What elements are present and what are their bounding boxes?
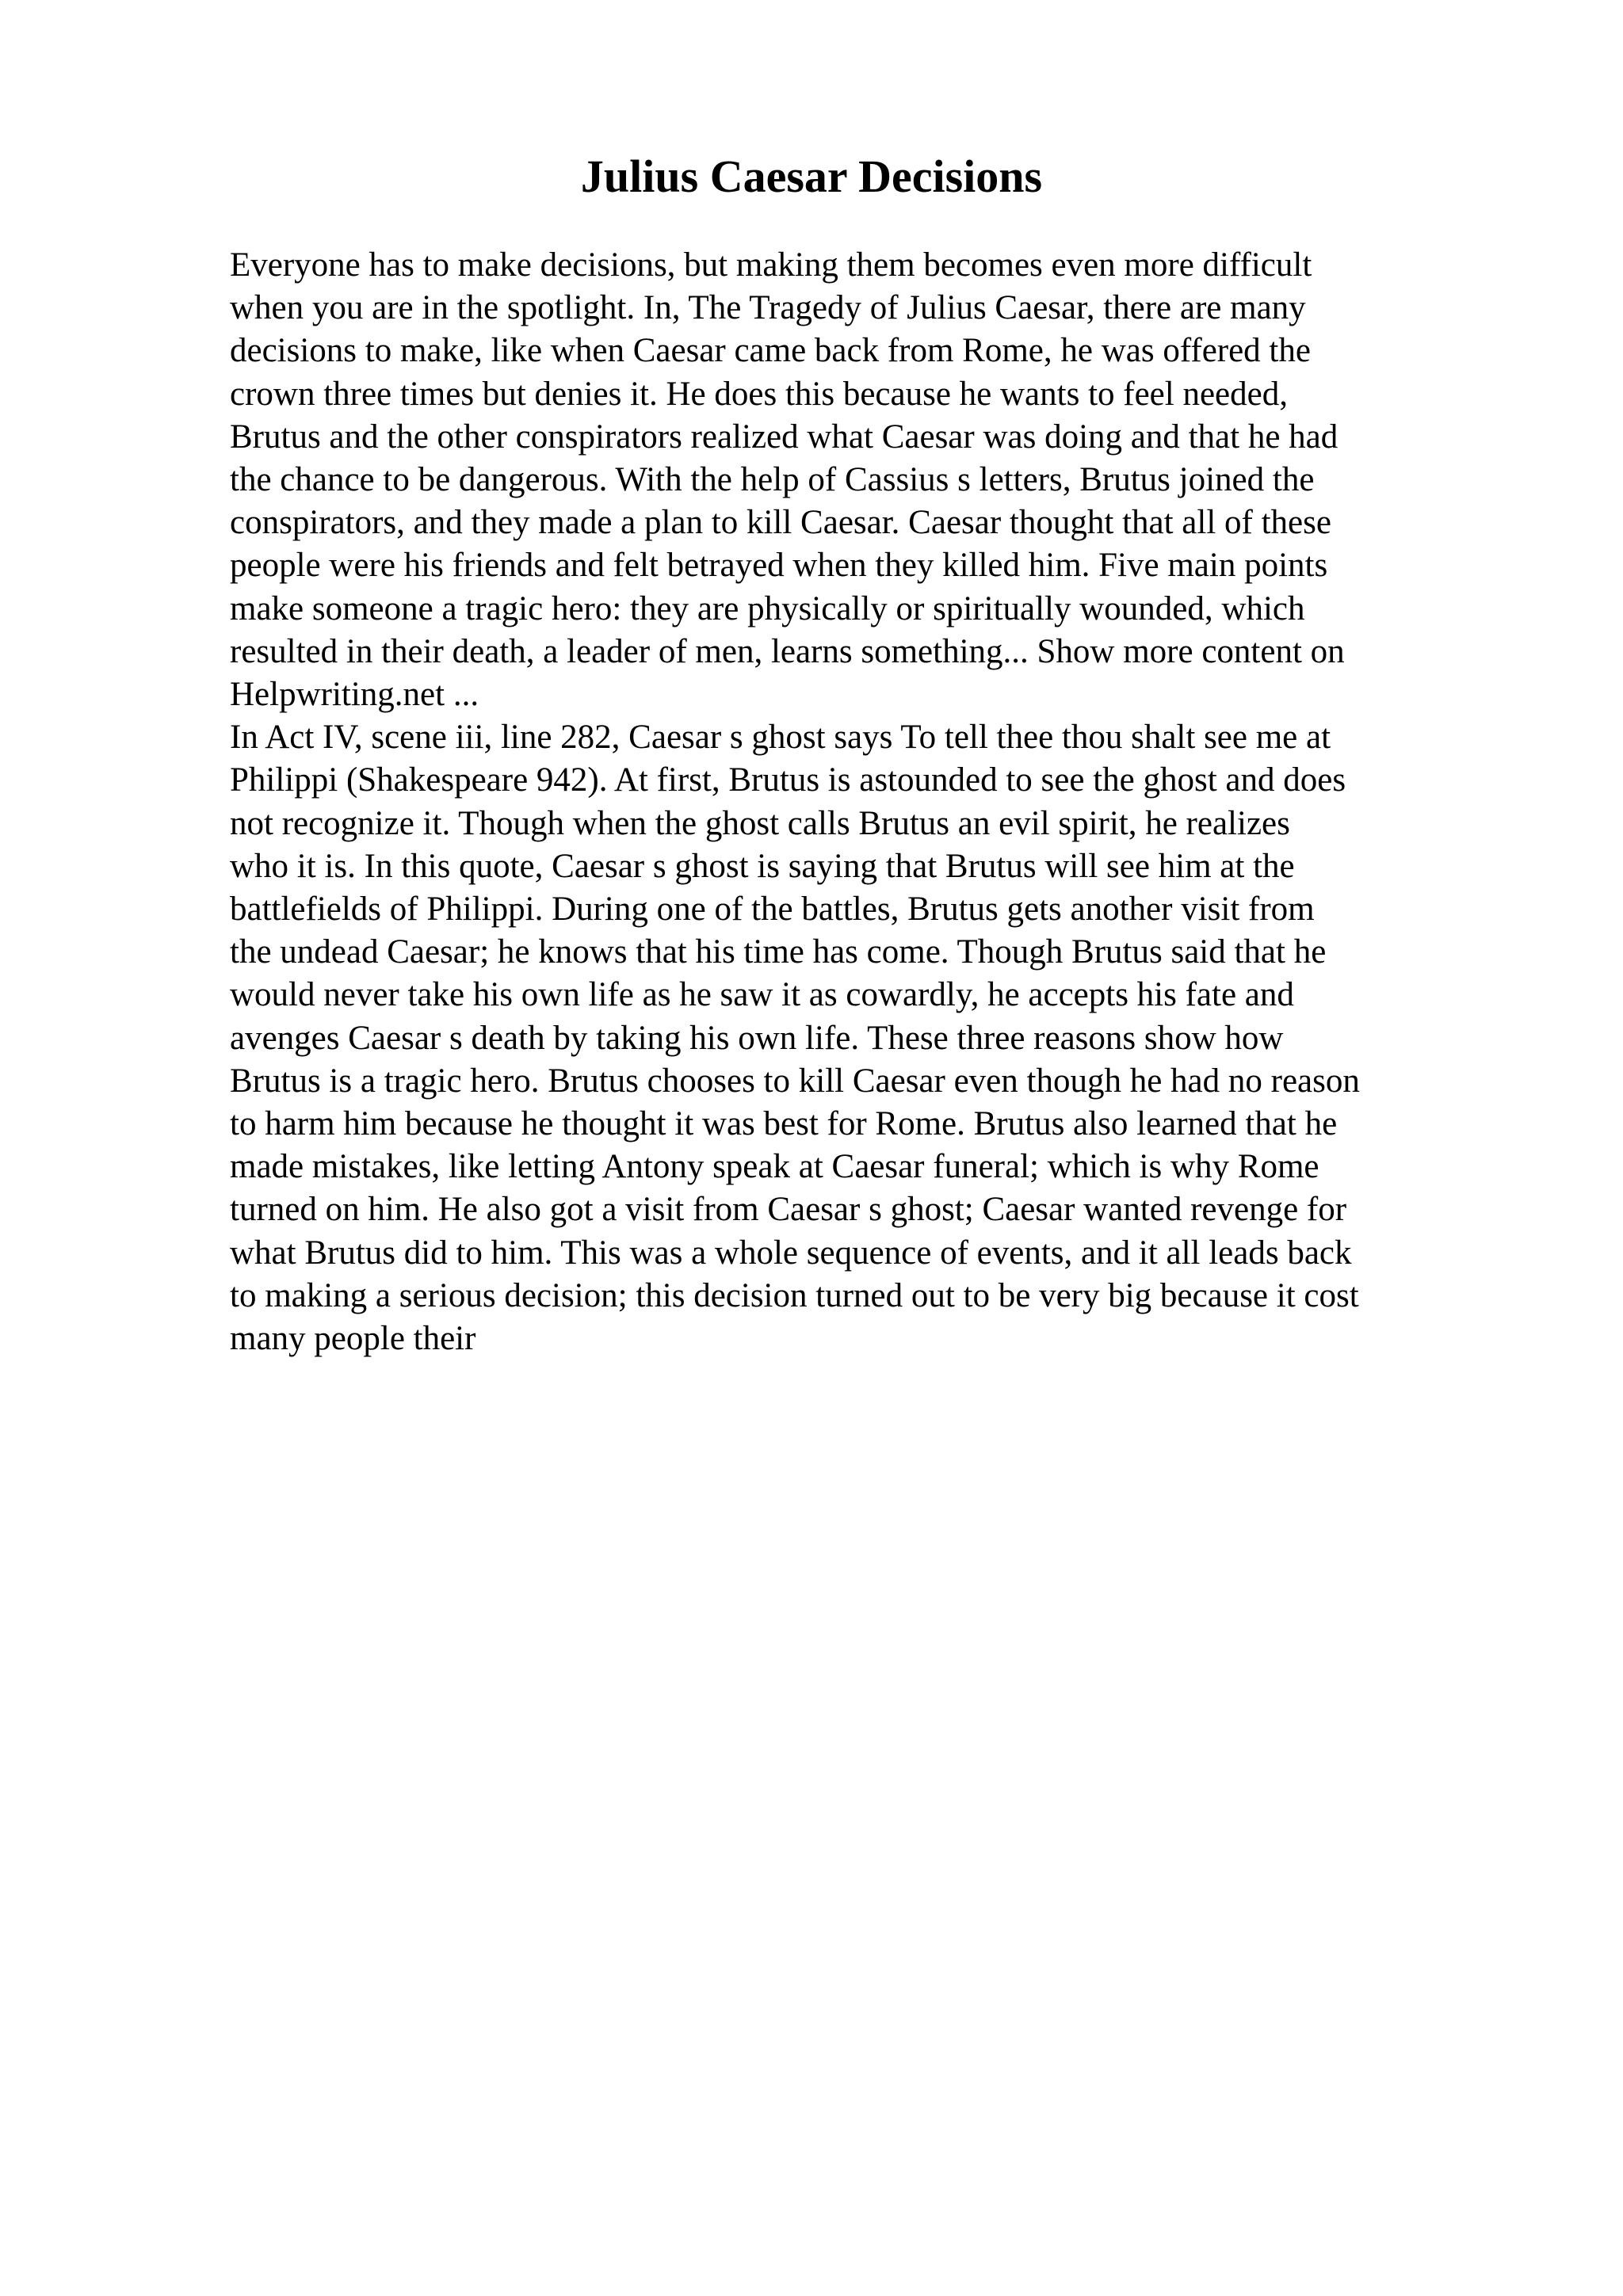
text-line: battlefields of Philippi. During one of the battles, Brutus gets another visit from — [230, 891, 1315, 929]
text-line: avenges Caesar s death by taking his own life. These three reasons show how — [230, 1019, 1284, 1057]
text-line: made mistakes, like letting Antony speak at Caesar funeral; which is why Rome — [230, 1148, 1319, 1186]
text-line: Philippi (Shakespeare 942). At first, Brutus is astounded to see the ghost and does — [230, 761, 1346, 799]
text-line: Brutus is a tragic hero. Brutus chooses to kill Caesar even though he had no reason — [230, 1062, 1360, 1100]
text-line: Brutus and the other conspirators realized what Caesar was doing and that he had — [230, 418, 1338, 456]
text-line: the chance to be dangerous. With the help of Cassius s letters, Brutus joined the — [230, 461, 1315, 499]
text-line: when you are in the spotlight. In, The Tragedy of Julius Caesar, there are many — [230, 289, 1306, 327]
text-line: many people their — [230, 1320, 476, 1358]
document-body — [230, 244, 1466, 1360]
text-line: crown three times but denies it. He does this because he wants to feel needed, — [230, 375, 1288, 413]
text-line: conspirators, and they made a plan to kill Caesar. Caesar thought that all of these — [230, 504, 1331, 542]
text-line: turned on him. He also got a visit from Caesar s ghost; Caesar wanted revenge for — [230, 1191, 1347, 1229]
text-line: Helpwriting.net ... — [230, 676, 479, 714]
text-line: what Brutus did to him. This was a whole sequence of events, and it all leads back — [230, 1234, 1352, 1272]
text-line: to making a serious decision; this decision turned out to be very big because it cost — [230, 1276, 1359, 1314]
text-line: decisions to make, like when Caesar came back from Rome, he was offered the — [230, 332, 1311, 370]
paragraph-1 — [230, 244, 1466, 716]
text-line: who it is. In this quote, Caesar s ghost is saying that Brutus will see him at the — [230, 847, 1295, 885]
text-line: resulted in their death, a leader of men, learns something... Show more content on — [230, 632, 1345, 670]
text-line: to harm him because he thought it was best for Rome. Brutus also learned that he — [230, 1105, 1338, 1143]
document-title: Julius Caesar Decisions — [580, 151, 1043, 202]
text-line: make someone a tragic hero: they are physically or spiritually wounded, which — [230, 589, 1305, 627]
paragraph-2 — [230, 716, 1466, 1360]
text-line: Everyone has to make decisions, but making them becomes even more difficult — [230, 246, 1312, 284]
text-line: not recognize it. Though when the ghost calls Brutus an evil spirit, he realizes — [230, 804, 1290, 842]
text-line: would never take his own life as he saw it as cowardly, he accepts his fate and — [230, 976, 1294, 1014]
text-line: the undead Caesar; he knows that his time has come. Though Brutus said that he — [230, 933, 1327, 971]
text-line: people were his friends and felt betrayed when they killed him. Five main points — [230, 547, 1328, 585]
text-line: In Act IV, scene iii, line 282, Caesar s ghost says To tell thee thou shalt see me at — [230, 719, 1331, 757]
